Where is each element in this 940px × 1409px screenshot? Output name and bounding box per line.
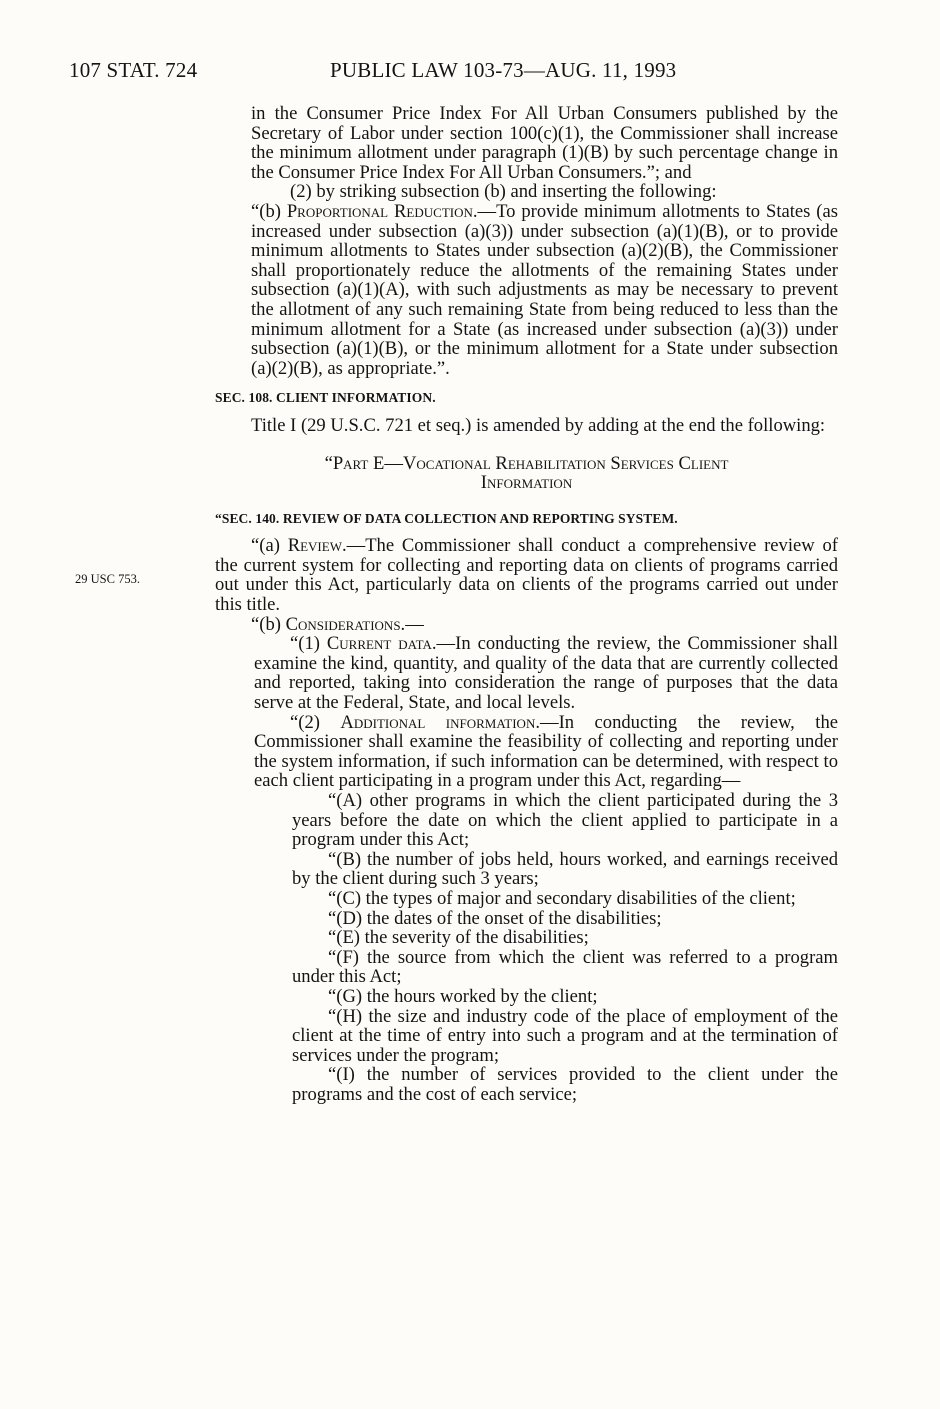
section-heading-140: “SEC. 140. REVIEW OF DATA COLLECTION AND REPORTING SYSTEM.	[215, 510, 678, 526]
part-heading	[215, 454, 838, 493]
part-heading-line2: Information	[480, 472, 573, 494]
paragraph-continuation: in the Consumer Price Index For All Urban Consumers published by the Secretary of Labor under section 100(c)(1), the Commissioner shall increase the minimum allotment under paragraph (1)(B) by such percentage change in the Consumer Price Index For All Urban Consumers.”; and	[251, 103, 838, 183]
sub-lead: “(2)	[290, 711, 320, 733]
subsection-a	[215, 536, 838, 614]
subsection-text: —To provide minimum allotments to States (as increased under subsection (a)(3)) under subsection (a)(1)(B), or to provide minimum allotments to States under subsection (a)(2)(B), the Commissioner shall proportionately reduce the allotments of the remaining States under subsection (a)(1)(A), with such adjustments as may be necessary to prevent the allotment of any such remaining State from being reduced to less than the minimum allotment for a State (as increased under subsection (a)(3)) under subsection (a)(1)(B), or the minimum allotment for a State under subsection (a)(2)(B), as appropriate.”.	[251, 200, 838, 379]
paragraph-text: —In conducting the review, the Commissioner shall examine the feasibility of collecting and reporting under the system information, if such information can be determined, with respect to each client participating in a program under this Act, regarding—	[254, 711, 838, 792]
paragraph-heading: Current data.	[326, 633, 437, 655]
paragraph-striking: (2) by striking subsection (b) and inserting the following:	[290, 181, 717, 203]
list-item: “(E) the severity of the disabilities;	[328, 927, 589, 949]
list-item: “(G) the hours worked by the client;	[328, 985, 598, 1007]
running-header: PUBLIC LAW 103-73—AUG. 11, 1993	[330, 58, 677, 82]
list-item: “(H) the size and industry code of the place of employment of the client at the time of entry into such a program and at the termination of services under the program;	[292, 1005, 838, 1066]
subsection-text: —The Commissioner shall conduct a comprehensive review of the current system for collecting and reporting data on clients of programs carried out under this Act, particularly data on clients of the programs carried out under this title.	[215, 535, 838, 616]
section-108-text: Title I (29 U.S.C. 721 et seq.) is amended by adding at the end the following:	[251, 414, 826, 436]
list-item: “(C) the types of major and secondary disabilities of the client;	[328, 887, 796, 909]
subsection-heading: Review.	[287, 535, 347, 557]
subsection-text: —	[405, 613, 424, 635]
paragraph-heading: Additional information.	[340, 711, 540, 733]
margin-citation: 29 USC 753.	[75, 572, 140, 586]
part-heading-line1: “Part E—Vocational Rehabilitation Services Client	[324, 452, 729, 474]
list-item: “(F) the source from which the client was referred to a program under this Act;	[292, 946, 838, 988]
sub-lead: “(b)	[251, 613, 281, 635]
subsection-b	[215, 615, 838, 635]
paragraph-b1	[215, 634, 838, 712]
subsection-heading: Proportional Reduction.	[286, 200, 478, 222]
sub-lead: “(1)	[290, 633, 320, 655]
list-item: “(B) the number of jobs held, hours worked, and earnings received by the client during such 3 years;	[292, 848, 838, 890]
sub-lead: “(a)	[251, 535, 280, 557]
subsection-heading: Considerations.	[285, 613, 406, 635]
list-item: “(I) the number of services provided to the client under the programs and the cost of each service;	[292, 1064, 838, 1105]
paragraph-b2	[215, 713, 838, 791]
section-heading-108: SEC. 108. CLIENT INFORMATION.	[215, 390, 436, 406]
list-item: “(D) the dates of the onset of the disabilities;	[328, 907, 662, 929]
paragraph-proportional-reduction	[215, 202, 838, 378]
list-item: “(A) other programs in which the client participated during the 3 years before the date on which the client applied to participate in a program under this Act;	[292, 790, 838, 851]
stat-citation: 107 STAT. 724	[69, 58, 198, 82]
paragraph-text: —In conducting the review, the Commissioner shall examine the kind, quantity, and quality of the data that are currently collected and reported, taking into consideration the range of purposes that the data serve at the Federal, State, and local levels.	[254, 633, 838, 714]
sub-lead: “(b)	[251, 200, 281, 222]
statute-body	[215, 104, 838, 1105]
